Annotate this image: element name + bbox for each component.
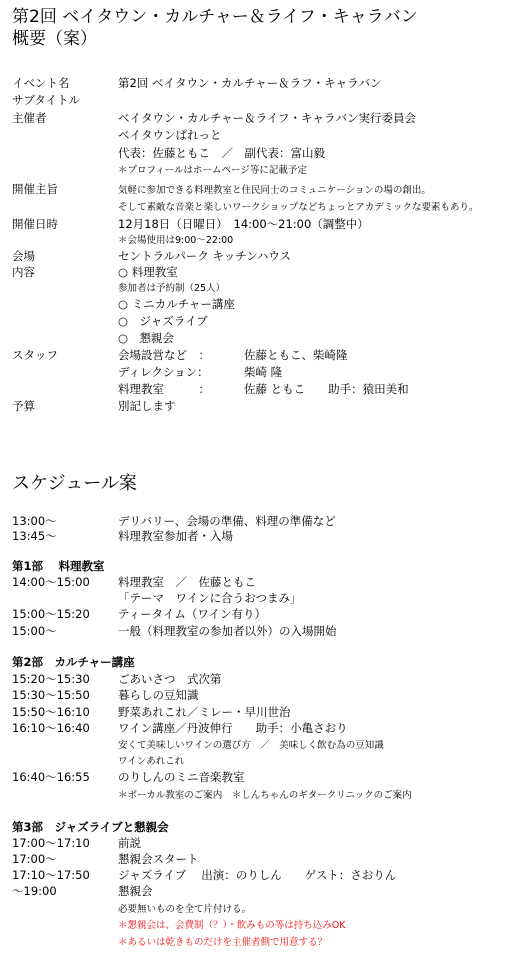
schedule-note: 必要無いものを全て片付ける。 — [118, 904, 252, 915]
schedule-desc: 一般（料理教室の参加者以外）の入場開始 — [118, 624, 337, 638]
purpose-label: 開催主旨 — [12, 182, 58, 196]
document-subtitle: 概要（案） — [12, 29, 97, 49]
venue-label: 会場 — [12, 249, 35, 263]
schedule-heading: スケジュール案 — [12, 473, 137, 494]
content-note: 参加者は予約制（25人） — [118, 283, 226, 294]
part2-heading: 第2部 カルチャー講座 — [12, 655, 135, 669]
budget-value: 別記します — [118, 399, 176, 413]
schedule-desc: ワイン講座／丹波伸行 助手：小亀さおり — [118, 721, 348, 735]
event-name-value: 第2回 ベイタウン・カルチャー＆ラフ・キャラバン — [118, 76, 382, 90]
organizer-note: ＊プロフィールはホームページ等に記載予定 — [118, 165, 307, 176]
schedule-desc: 料理教室 ／ 佐藤ともこ — [118, 575, 256, 589]
schedule-desc: ジャズライブ 出演：のりしん ゲスト：さおりん — [118, 868, 397, 882]
schedule-desc: ごあいさつ 式次第 — [118, 672, 222, 686]
organizer-representatives: 代表：佐藤ともこ ／ 副代表：富山毅 — [118, 146, 325, 160]
organizer-label: 主催者 — [12, 111, 47, 125]
schedule-time: 15:30～15:50 — [12, 688, 90, 702]
schedule-desc: 「テーマ ワインに合うおつまみ」 — [118, 591, 302, 605]
staff-name: 佐藤 ともこ 助手：猿田美和 — [244, 382, 409, 396]
document-title: 第2回 ベイタウン・カルチャー＆ライフ・キャラバン — [12, 7, 418, 27]
schedule-desc: 暮らしの豆知識 — [118, 688, 199, 702]
part3-heading: 第3部 ジャズライブと懇親会 — [12, 820, 169, 834]
content-label: 内容 — [12, 265, 35, 279]
schedule-time: 17:00～ — [12, 852, 57, 866]
schedule-time: 13:00～ — [12, 514, 57, 528]
staff-role: 会場設営など ： — [118, 348, 210, 362]
budget-label: 予算 — [12, 399, 35, 413]
schedule-alert-note: ＊懇親会は、会費制（？）・飲みもの等は持ち込みOK — [118, 920, 346, 931]
schedule-note: 安くて美味しいワインの選び方 ／ 美味しく飲む為の豆知識 — [118, 740, 384, 751]
schedule-note: ＊ボーカル教室のご案内 ＊しんちゃんのギタークリニックのご案内 — [118, 790, 412, 801]
date-label: 開催日時 — [12, 217, 58, 231]
content-item: ○ 料理教室 — [118, 265, 178, 279]
schedule-time: 17:00～17:10 — [12, 836, 90, 850]
schedule-desc: 前説 — [118, 836, 141, 850]
schedule-time: 15:00～15:20 — [12, 607, 90, 621]
schedule-desc: 料理教室参加者・入場 — [118, 529, 233, 543]
content-item: ○ ジャズライブ — [118, 314, 208, 328]
organizer-group: ベイタウンぱれっと — [118, 128, 222, 142]
schedule-desc: 懇親会 — [118, 884, 153, 898]
schedule-time: 16:40～16:55 — [12, 770, 90, 784]
content-item: ○ ミニカルチャー講座 — [118, 297, 235, 311]
schedule-time: 14:00～15:00 — [12, 575, 90, 589]
staff-role: 料理教室 ： — [118, 382, 210, 396]
schedule-alert-note: ＊あるいは乾きものだけを主催者側で用意する？ — [118, 937, 328, 948]
schedule-time: 15:50～16:10 — [12, 705, 90, 719]
schedule-desc: 野菜あれこれ／ミレー・早川世治 — [118, 705, 291, 719]
schedule-time: 15:00～ — [12, 624, 57, 638]
staff-name: 佐藤ともこ、柴崎隆 — [244, 348, 348, 362]
part1-heading: 第1部 料理教室 — [12, 559, 105, 573]
date-value: 12月18日（日曜日） 14:00～21:00（調整中） — [118, 217, 369, 231]
purpose-line-2: そして素敵な音楽と楽しいワークショップなどちょっとアカデミックな要素もあり。 — [118, 202, 479, 213]
schedule-desc: ティータイム（ワイン有り） — [118, 607, 267, 621]
staff-role: ディレクション： — [118, 365, 209, 379]
staff-name: 柴崎 隆 — [244, 365, 283, 379]
schedule-desc: のりしんのミニ音楽教室 — [118, 770, 245, 784]
event-name-label: イベント名 — [12, 76, 70, 90]
schedule-time: 17:10～17:50 — [12, 868, 90, 882]
venue-value: セントラルパーク キッチンハウス — [118, 249, 292, 263]
staff-label: スタッフ — [12, 348, 58, 362]
schedule-time: 13:45～ — [12, 529, 57, 543]
schedule-time: 16:10～16:40 — [12, 721, 90, 735]
schedule-time: ～19:00 — [12, 884, 57, 898]
schedule-desc: 懇親会スタート — [118, 852, 199, 866]
schedule-time: 15:20～15:30 — [12, 672, 90, 686]
schedule-desc: デリバリー、会場の準備、料理の準備など — [118, 514, 336, 528]
organizer-value: ベイタウン・カルチャー＆ライフ・キャラバン実行委員会 — [118, 111, 416, 125]
schedule-note: ワインあれこれ — [118, 756, 185, 767]
subtitle-label: サブタイトル — [12, 93, 80, 107]
content-item: ○ 懇親会 — [118, 331, 175, 345]
date-note: ＊会場使用は9:00～22:00 — [118, 235, 234, 246]
purpose-line-1: 気軽に参加できる料理教室と住民同士のコミュニケーションの場の創出。 — [118, 185, 431, 196]
